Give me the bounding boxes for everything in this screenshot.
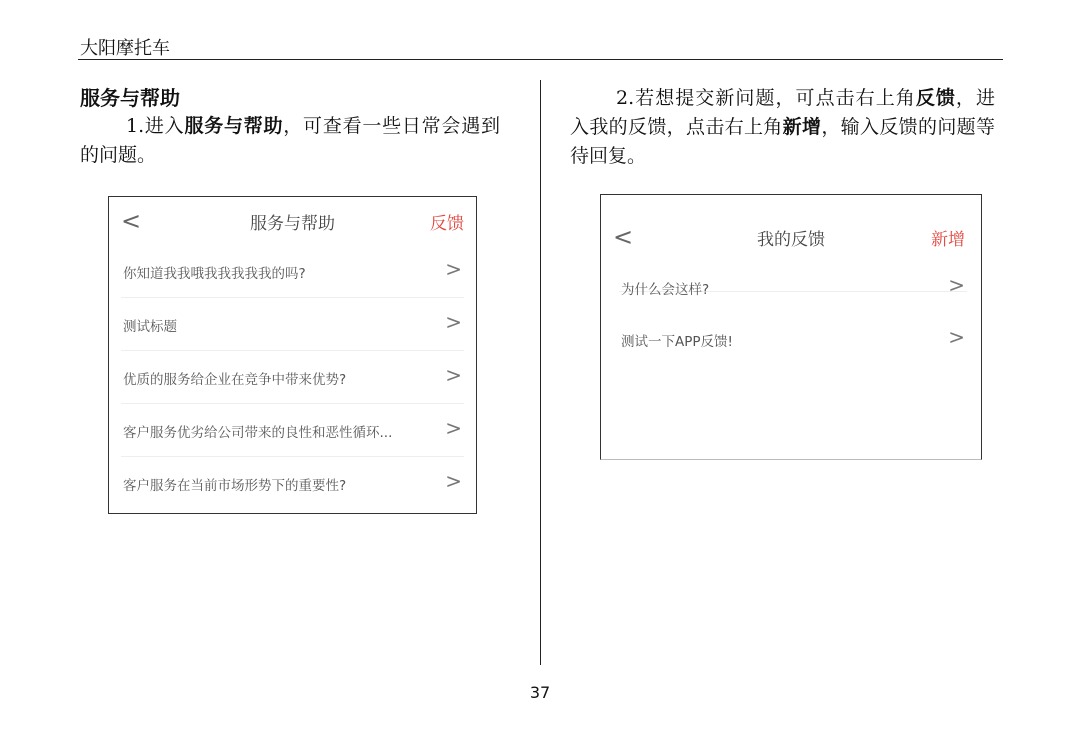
page-number: 37	[529, 683, 551, 702]
chevron-right-icon: >	[445, 416, 462, 440]
step-2-text-part3: ，输入反馈的问题等待回复。	[570, 116, 995, 167]
document-header-title: 大阳摩托车	[80, 38, 170, 59]
list-item[interactable]	[121, 457, 464, 509]
step-1-text-suffix: ，可查看一些日常会遇到的问题。	[80, 115, 500, 166]
help-screen-title: 服务与帮助	[250, 214, 335, 234]
list-item[interactable]	[121, 298, 464, 351]
list-item[interactable]	[121, 404, 464, 457]
chevron-right-icon: >	[445, 310, 462, 334]
help-question-list	[109, 245, 476, 509]
list-item[interactable]	[619, 273, 967, 298]
header-divider	[78, 59, 1003, 60]
add-new-button[interactable]: 新增	[931, 230, 965, 250]
back-chevron-icon[interactable]: <	[613, 223, 634, 251]
list-item-label: 你知道我我哦我我我我我的吗?	[123, 266, 306, 282]
list-item-label: 客户服务优劣给公司带来的良性和恶性循环...	[123, 425, 393, 441]
section-title: 服务与帮助	[80, 86, 180, 110]
help-screen-navbar	[109, 197, 476, 245]
step-1-text-prefix: 1.进入	[126, 115, 185, 137]
feedback-button[interactable]: 反馈	[430, 214, 464, 234]
feedback-screen-title: 我的反馈	[757, 230, 825, 250]
step-1-paragraph	[80, 112, 500, 170]
feedback-screen-screenshot	[600, 194, 982, 460]
help-screen-screenshot	[108, 196, 477, 514]
list-item-label: 客户服务在当前市场形势下的重要性?	[123, 478, 347, 494]
chevron-right-icon: >	[948, 273, 965, 297]
column-divider	[540, 80, 541, 665]
list-item-label: 为什么会这样?	[621, 282, 710, 298]
step-1-bold-term: 服务与帮助	[184, 115, 284, 137]
chevron-right-icon: >	[445, 257, 462, 281]
chevron-right-icon: >	[948, 325, 965, 349]
list-item-label: 优质的服务给企业在竞争中带来优势?	[123, 372, 347, 388]
chevron-right-icon: >	[445, 363, 462, 387]
list-item[interactable]	[121, 351, 464, 404]
step-2-text-part2: ，进入我的反馈，点击右上角	[570, 87, 995, 138]
step-2-text-part1: 2.若想提交新问题，可点击右上角	[616, 87, 916, 109]
list-item-label: 测试一下APP反馈!	[621, 334, 733, 350]
chevron-right-icon: >	[445, 469, 462, 493]
step-2-bold-add: 新增	[782, 116, 822, 138]
feedback-screen-navbar	[601, 195, 981, 275]
list-item[interactable]	[121, 245, 464, 298]
list-item-label: 测试标题	[123, 319, 177, 335]
back-chevron-icon[interactable]: <	[121, 207, 142, 235]
step-2-bold-feedback: 反馈	[915, 87, 956, 109]
step-2-paragraph	[570, 84, 995, 171]
